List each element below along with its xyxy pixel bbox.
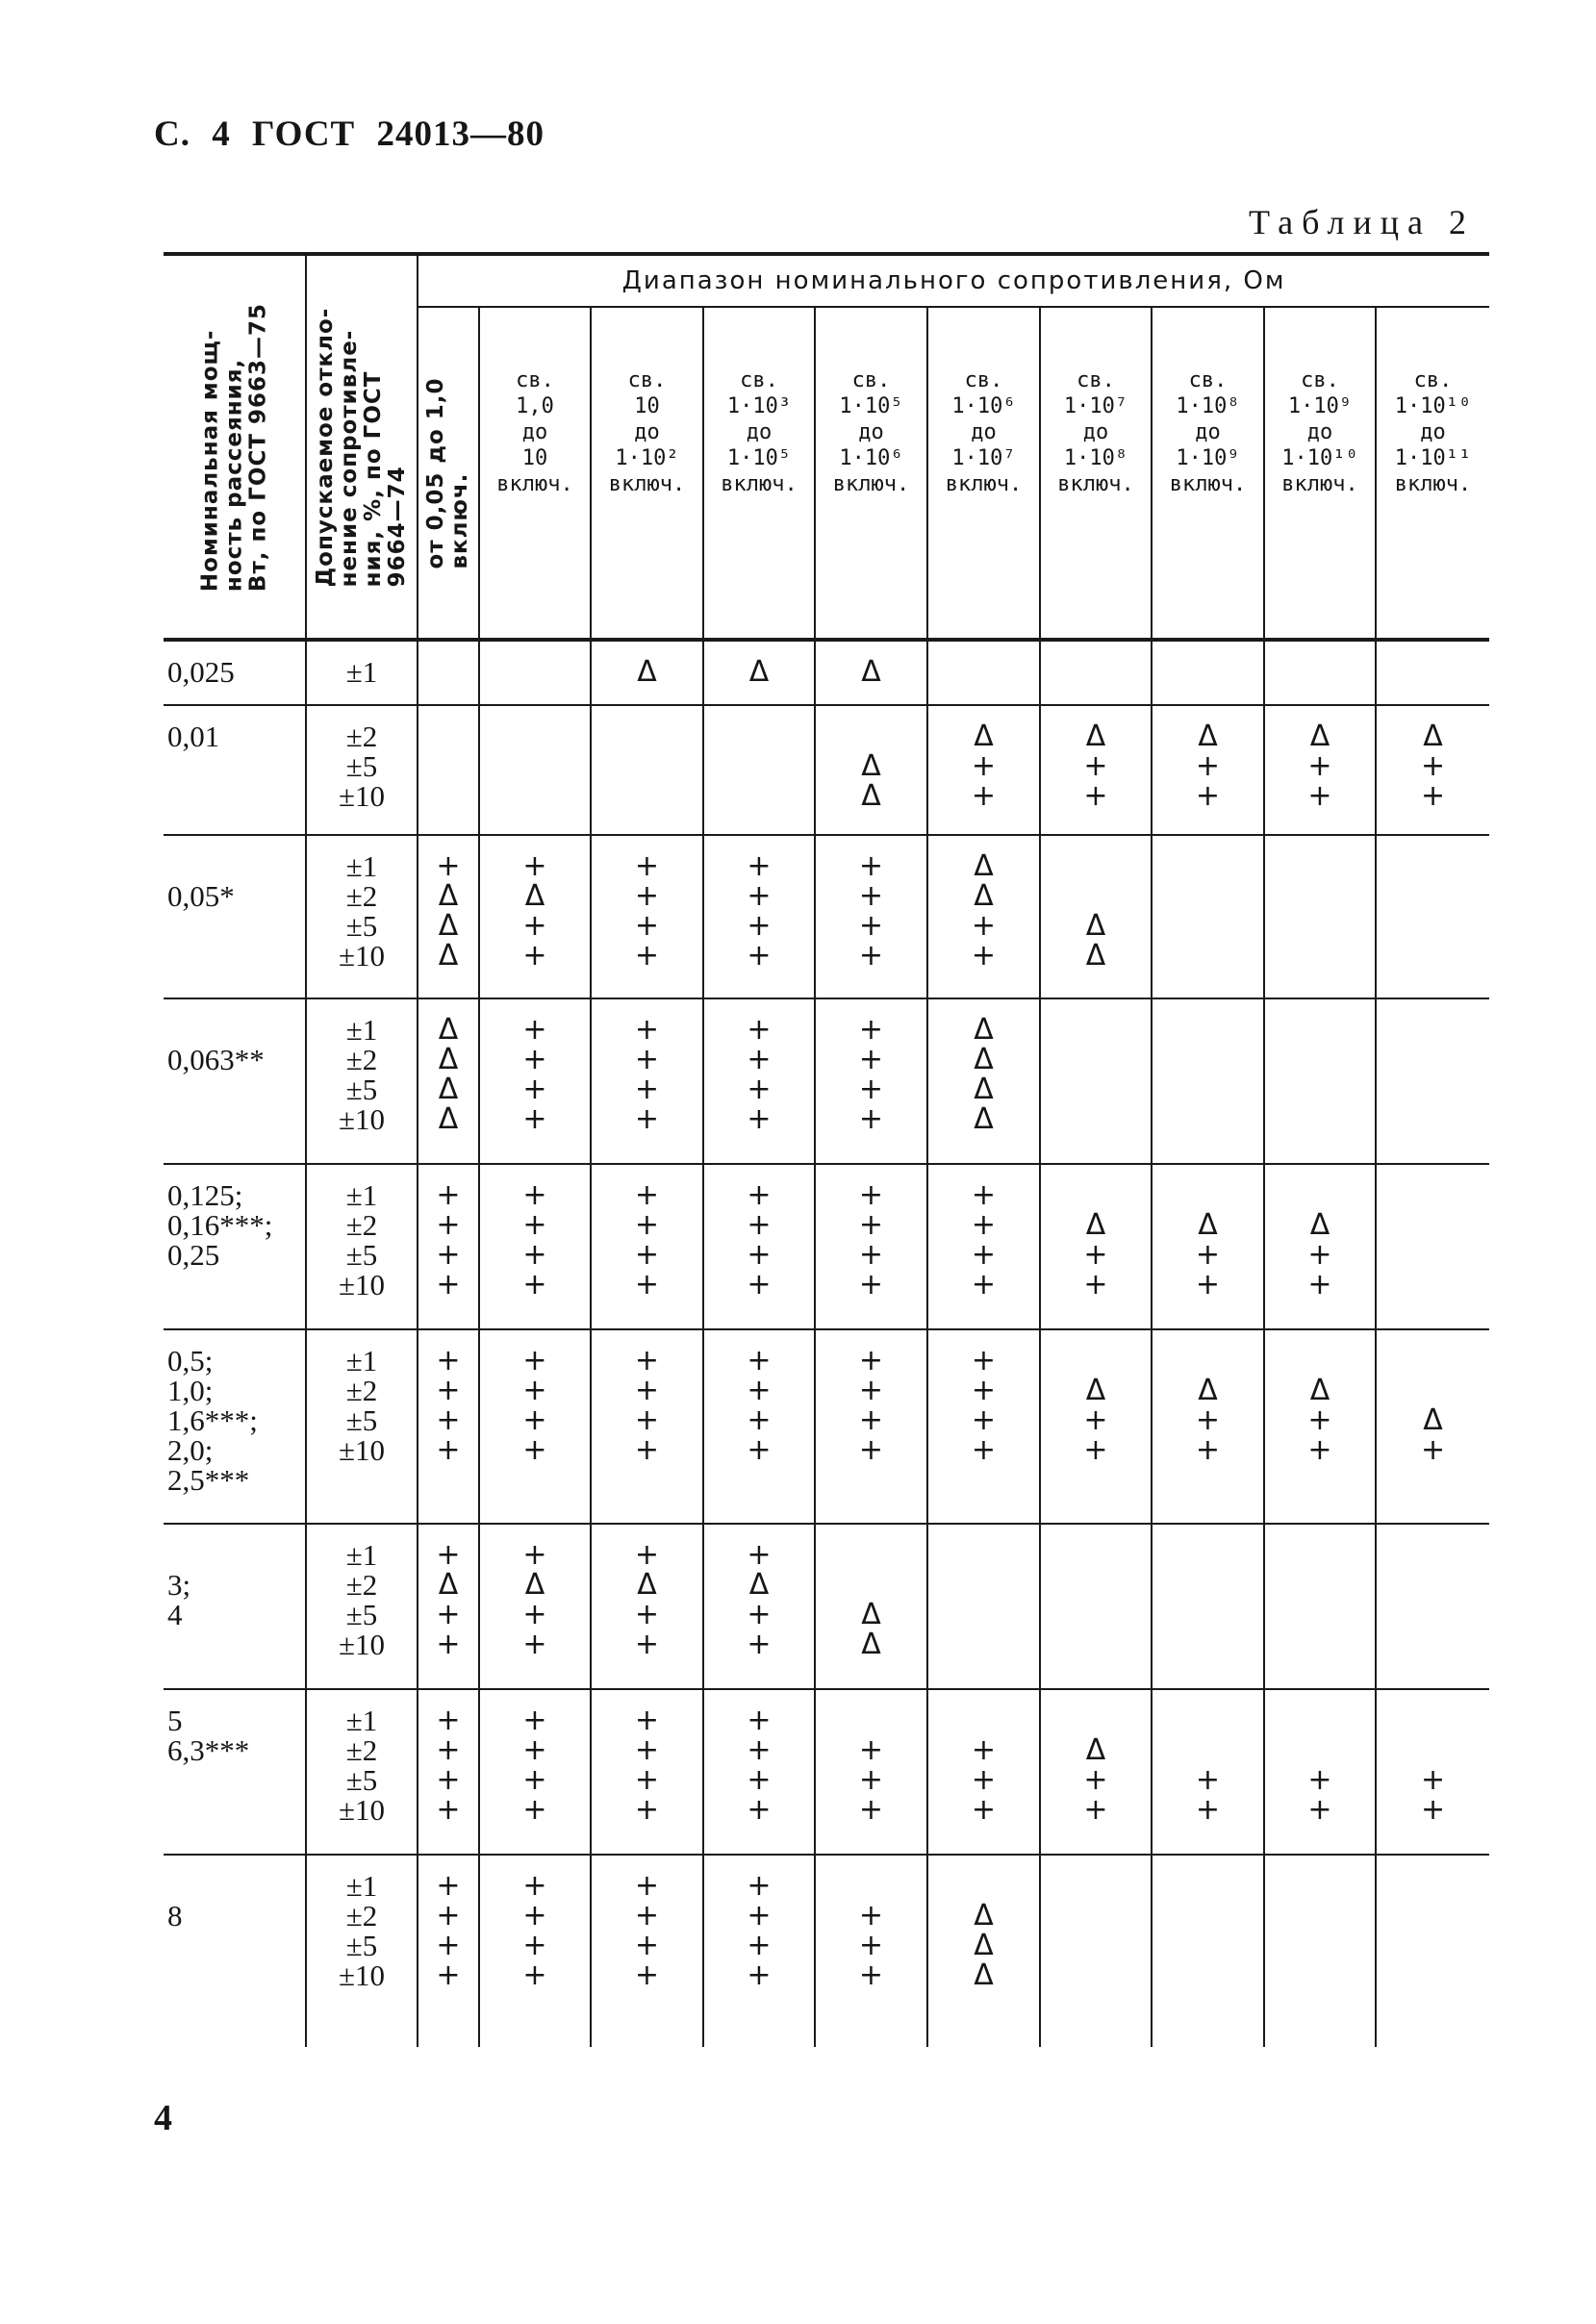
range-cell [1040,1524,1152,1689]
range-header [1040,307,1152,640]
power-cell: 0,063** [164,998,306,1164]
range-cell-first: + Δ + + [418,1524,479,1689]
tolerance-header: Допускаемое откло- нение сопротивле- ния, %, по ГОСТ 9664—74 [313,307,410,587]
power-header-cell [164,254,306,640]
range-cell [479,640,591,705]
tolerance-cell: ±1 ±2 ±5 ±10 [306,998,418,1164]
power-cell: 5 6,3*** [164,1689,306,1855]
range-cell [703,705,815,835]
range-header-label: св. 1·10⁷ до 1·10⁸ включ. [1057,368,1134,496]
range-cell: + + + + [703,1329,815,1524]
range-cell: Δ Δ [1040,835,1152,998]
range-cell: + + + + [479,998,591,1164]
range-cell: Δ + + [1040,1164,1152,1329]
page-number: 4 [154,2098,172,2138]
range-cell: Δ Δ Δ Δ [927,998,1040,1164]
table-row [164,835,1489,998]
range-cell: + + [1152,1689,1264,1855]
resistance-table [164,252,1489,2047]
range-cell: + + + + [927,1164,1040,1329]
range-header-label: св. 1,0 до 10 включ. [496,368,573,496]
range-cell-first: + + + + [418,1689,479,1855]
range-cell: Δ + + [927,705,1040,835]
range-cell: + + + + [703,998,815,1164]
range-cell [1040,1855,1152,2047]
page-header [154,114,545,155]
range-cell: Δ Δ [815,705,927,835]
range-cell: + + + + [703,835,815,998]
range-cell: Δ + + [1264,1329,1376,1524]
range-cell: Δ + + [1040,1689,1152,1855]
range-header [1264,307,1376,640]
range-cell: + + + + [479,1689,591,1855]
range-cell: + + + + [703,1689,815,1855]
range-cell: + + + + [591,835,703,998]
range-cell: + Δ + + [703,1524,815,1689]
power-cell: 3; 4 [164,1524,306,1689]
range-cell [927,1524,1040,1689]
range-cell: + + + + [815,1329,927,1524]
power-cell: 0,01 [164,705,306,835]
range-cell: + + + + [815,998,927,1164]
range-cell: Δ + + [1040,1329,1152,1524]
range-cell [1152,1524,1264,1689]
table-row [164,1524,1489,1689]
range-header-label: св. 1·10⁸ до 1·10⁹ включ. [1169,368,1247,496]
tolerance-cell: ±1 ±2 ±5 ±10 [306,1329,418,1524]
range-cell: + + + + [479,1329,591,1524]
power-cell: 0,5; 1,0; 1,6***; 2,0; 2,5*** [164,1329,306,1524]
power-header: Номинальная мощ- ность рассеяния, Вт, по ГОСТ 9663—75 [197,302,270,592]
range-header-label: св. 1·10⁹ до 1·10¹⁰ включ. [1281,368,1358,496]
range-cell: + Δ + + [479,1524,591,1689]
range-header [703,307,815,640]
range-cell [1040,640,1152,705]
table-body [164,640,1489,2047]
range-cell [1376,835,1489,998]
range-header-label: св. 1·10¹⁰ до 1·10¹¹ включ. [1394,368,1472,496]
range-cell-first: + + + + [418,1329,479,1524]
range-header [927,307,1040,640]
tolerance-cell: ±1 ±2 ±5 ±10 [306,835,418,998]
power-cell: 0,125; 0,16***; 0,25 [164,1164,306,1329]
range-cell [1040,998,1152,1164]
range-cell-first: Δ Δ Δ Δ [418,998,479,1164]
range-cell-first: + + + + [418,1855,479,2047]
range-cell [1376,1164,1489,1329]
range-header-label: св. 1·10³ до 1·10⁵ включ. [721,368,798,496]
range-cell: + + + + [591,1689,703,1855]
range-cell-first [418,705,479,835]
range-cell: + + + + [815,1164,927,1329]
range-cell [1376,640,1489,705]
range-cell: + + + + [479,1855,591,2047]
range-cell: + + + + [927,1329,1040,1524]
range-cell: + + + [815,1689,927,1855]
range-header-label: св. 1·10⁶ до 1·10⁷ включ. [945,368,1023,496]
range-cell [1264,1524,1376,1689]
range-cell: + + + [815,1855,927,2047]
range-cell [1264,998,1376,1164]
tolerance-cell: ±1 ±2 ±5 ±10 [306,1689,418,1855]
range-header [1376,307,1489,640]
range-cell: + + [1376,1689,1489,1855]
range-cell: Δ + + [1152,1164,1264,1329]
range-header [815,307,927,640]
tolerance-header-cell [306,254,418,640]
table-row [164,640,1489,705]
range-cell: Δ [703,640,815,705]
range-cell: + + [1264,1689,1376,1855]
range-cell: + + + + [703,1855,815,2047]
range-cell: Δ + [1376,1329,1489,1524]
range-cell: Δ + + [1040,705,1152,835]
range-cell: Δ Δ Δ [927,1855,1040,2047]
range-cell: + + + + [591,1329,703,1524]
range-header-first: от 0,05 до 1,0 включ. [423,376,472,569]
range-cell: + + + + [815,835,927,998]
table-row [164,1329,1489,1524]
table-row [164,705,1489,835]
table-caption: Таблица 2 [1249,203,1475,241]
range-cell [1264,640,1376,705]
range-cell [1152,835,1264,998]
range-cell-first: + + + + [418,1164,479,1329]
range-cell: + + + [927,1689,1040,1855]
range-cell [1152,998,1264,1164]
power-cell: 0,05* [164,835,306,998]
range-cell: Δ [591,640,703,705]
range-cell: + + + + [591,1855,703,2047]
range-cell: + + + + [479,1164,591,1329]
range-cell [1376,998,1489,1164]
standard-number: ГОСТ 24013—80 [251,114,545,154]
range-header [591,307,703,640]
range-cell: Δ + + [1264,1164,1376,1329]
range-cell: Δ + + [1376,705,1489,835]
table-row [164,1855,1489,2047]
range-cell: + Δ + + [591,1524,703,1689]
range-cell [1376,1524,1489,1689]
range-cell: Δ [815,640,927,705]
power-cell: 0,025 [164,640,306,705]
range-cell [1376,1855,1489,2047]
range-cell-first [418,640,479,705]
range-cell [1152,640,1264,705]
table-row [164,1164,1489,1329]
range-header-first-cell [418,307,479,640]
tolerance-cell: ±1 ±2 ±5 ±10 [306,1524,418,1689]
range-cell: Δ + + [1152,1329,1264,1524]
range-title: Диапазон номинального сопротивления, Ом [418,254,1489,307]
range-cell: + Δ + + [479,835,591,998]
page-label: С. 4 [154,114,231,154]
range-cell: Δ Δ + + [927,835,1040,998]
range-cell [1264,1855,1376,2047]
range-cell: Δ Δ [815,1524,927,1689]
range-cell [1264,835,1376,998]
range-cell [591,705,703,835]
range-cell: + + + + [703,1164,815,1329]
tolerance-cell: ±1 ±2 ±5 ±10 [306,1164,418,1329]
range-cell: Δ + + [1264,705,1376,835]
range-header [479,307,591,640]
range-cell: + + + + [591,1164,703,1329]
table-row [164,998,1489,1164]
table-row [164,1689,1489,1855]
power-cell: 8 [167,1899,183,1932]
tolerance-cell: ±1 ±2 ±5 ±10 [306,1855,418,2047]
range-cell: + + + + [591,998,703,1164]
range-header-label: св. 1·10⁵ до 1·10⁶ включ. [832,368,910,496]
range-cell [927,640,1040,705]
range-cell [1152,1855,1264,2047]
range-cell-first: + Δ Δ Δ [418,835,479,998]
range-header [1152,307,1264,640]
tolerance-cell: ±1 [306,640,418,705]
range-cell [479,705,591,835]
range-header-label: св. 10 до 1·10² включ. [608,368,686,496]
range-cell: Δ + + [1152,705,1264,835]
tolerance-cell: ±2 ±5 ±10 [306,705,418,835]
